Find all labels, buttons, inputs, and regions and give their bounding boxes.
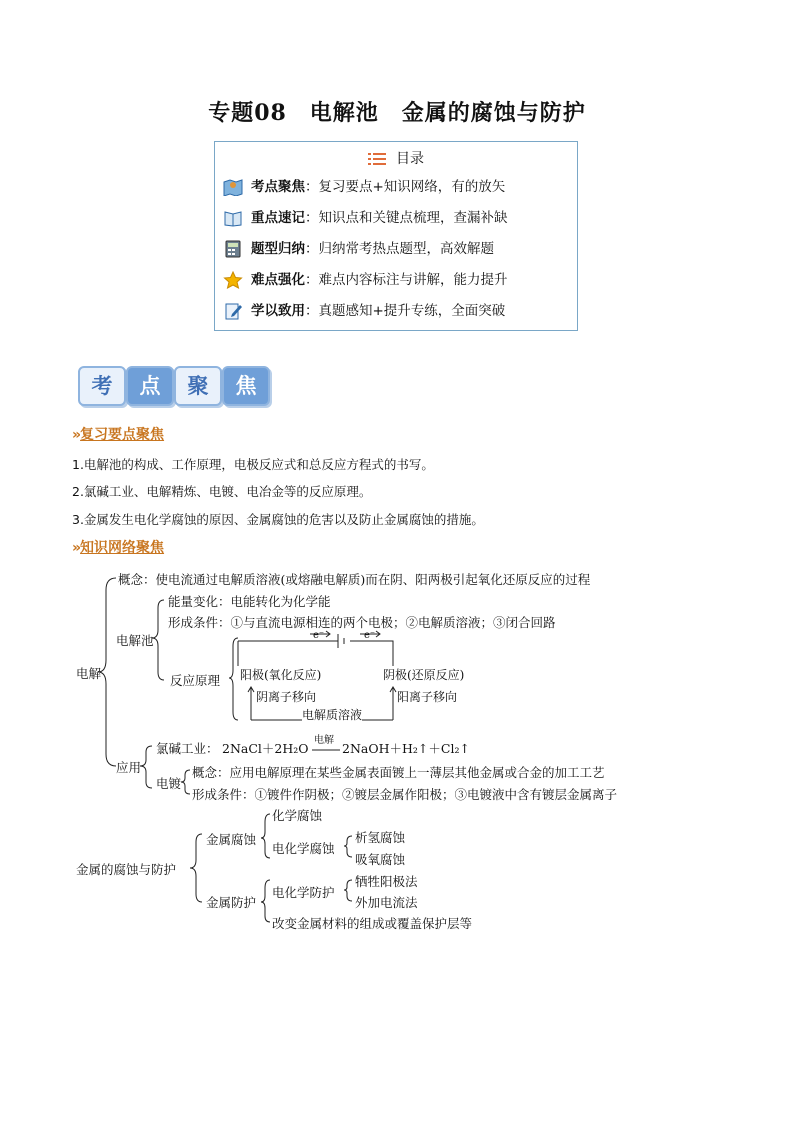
toc-item-desc: 知识点和关键点梳理，查漏补缺 bbox=[318, 210, 508, 226]
brace-application bbox=[140, 746, 152, 788]
section-title: 复习要点聚焦 bbox=[80, 427, 165, 443]
brace-corrosion-root bbox=[190, 834, 202, 902]
toc-item-sep: ： bbox=[305, 179, 319, 195]
toc-item-desc: 难点内容标注与讲解，能力提升 bbox=[318, 272, 508, 288]
brace-principle bbox=[229, 638, 238, 720]
chemical-corrosion: 化学腐蚀 bbox=[272, 808, 323, 823]
brace-echem-corr bbox=[344, 836, 352, 857]
metal-protection: 金属防护 bbox=[206, 895, 257, 910]
double-chevron-icon: » bbox=[72, 540, 79, 556]
toc-item-sep: ： bbox=[305, 272, 319, 288]
toc-item-label: 题型归纳 bbox=[251, 241, 305, 257]
page-title: 专题08 电解池 金属的腐蚀与防护 bbox=[208, 100, 586, 126]
toc-item-sep: ： bbox=[305, 210, 319, 226]
toc-item-sep: ： bbox=[305, 241, 319, 257]
oxygen-absorption-corrosion: 吸氧腐蚀 bbox=[355, 852, 406, 867]
toc-item-label: 重点速记 bbox=[251, 210, 305, 226]
equation-reactants: 2NaCl＋2H₂O bbox=[222, 741, 309, 756]
electrolytic-cell: 电解池 bbox=[116, 633, 154, 648]
battery bbox=[338, 634, 344, 648]
double-chevron-icon: » bbox=[72, 427, 79, 443]
application: 应用 bbox=[116, 760, 142, 775]
hydrogen-evolution-corrosion: 析氢腐蚀 bbox=[355, 830, 406, 845]
toc-heading-text: 目录 bbox=[396, 151, 424, 167]
badge-char-3: 聚 bbox=[174, 366, 222, 406]
cathode: 阴极(还原反应) bbox=[383, 668, 465, 682]
toc-item-label: 难点强化 bbox=[251, 272, 305, 288]
toc-item-label: 考点聚焦 bbox=[251, 179, 305, 195]
anion-migration: 阴离子移向 bbox=[256, 690, 317, 704]
point-1: 1.电解池的构成、工作原理，电极反应式和总反应方程式的书写。 bbox=[72, 457, 434, 472]
electrochemical-protection: 电化学防护 bbox=[272, 885, 335, 900]
electroplating: 电镀 bbox=[156, 776, 182, 791]
plating-concept: 概念：应用电解原理在某些金属表面镀上一薄层其他金属或合金的加工工艺 bbox=[192, 765, 605, 780]
badge-char-2: 点 bbox=[126, 366, 174, 406]
metal-corrosion: 金属腐蚀 bbox=[206, 832, 257, 847]
toc-item-desc: 复习要点+知识网络，有的放矢 bbox=[318, 179, 506, 195]
toc-item-desc: 归纳常考热点题型，高效解题 bbox=[318, 241, 494, 257]
brace-protection bbox=[261, 880, 270, 922]
chlor-alkali-label: 氯碱工业： bbox=[156, 741, 219, 756]
concept: 概念：使电流通过电解质溶液(或熔融电解质)而在阴、阳两极引起氧化还原反应的过程 bbox=[118, 572, 591, 587]
energy-change: 能量变化：电能转化为化学能 bbox=[168, 594, 331, 609]
brace-plating bbox=[181, 770, 190, 794]
brace-echem-prot bbox=[344, 880, 352, 901]
toc-item-desc: 真题感知+提升专练，全面突破 bbox=[318, 303, 506, 319]
reaction-principle: 反应原理 bbox=[170, 673, 221, 688]
equation-products: 2NaOH＋H₂↑＋Cl₂↑ bbox=[342, 741, 470, 756]
badge-char-4: 焦 bbox=[222, 366, 270, 406]
impressed-current-method: 外加电流法 bbox=[355, 895, 418, 910]
root-electrolysis: 电解 bbox=[76, 666, 102, 681]
cation-migration: 阳离子移向 bbox=[397, 690, 458, 704]
point-3: 3.金属发生电化学腐蚀的原因、金属腐蚀的危害以及防止金属腐蚀的措施。 bbox=[72, 512, 484, 527]
section-title: 知识网络聚焦 bbox=[80, 540, 165, 556]
brace-corrosion bbox=[261, 814, 270, 858]
root-corrosion-protection: 金属的腐蚀与防护 bbox=[76, 862, 177, 877]
sacrificial-anode-method: 牺牲阳极法 bbox=[355, 874, 418, 889]
point-2: 2.氯碱工业、电解精炼、电镀、电冶金等的反应原理。 bbox=[72, 484, 372, 499]
electrolyte-solution: 电解质溶液 bbox=[302, 708, 363, 722]
electron-label-1: e⁻ bbox=[313, 630, 325, 641]
change-composition: 改变金属材料的组成或覆盖保护层等 bbox=[272, 916, 473, 931]
toc-item-label: 学以致用 bbox=[251, 303, 305, 319]
anode: 阳极(氧化反应) bbox=[240, 668, 322, 682]
badge-char-1: 考 bbox=[78, 366, 126, 406]
equation-condition: 电解 bbox=[314, 735, 334, 746]
electrochemical-corrosion: 电化学腐蚀 bbox=[272, 841, 335, 856]
electron-label-2: e⁻ bbox=[364, 630, 376, 641]
formation-condition: 形成条件：①与直流电源相连的两个电极；②电解质溶液；③闭合回路 bbox=[168, 615, 556, 630]
toc-item-sep: ： bbox=[305, 303, 319, 319]
plating-condition: 形成条件：①镀件作阴极；②镀层金属作阳极；③电镀液中含有镀层金属离子 bbox=[192, 787, 618, 802]
